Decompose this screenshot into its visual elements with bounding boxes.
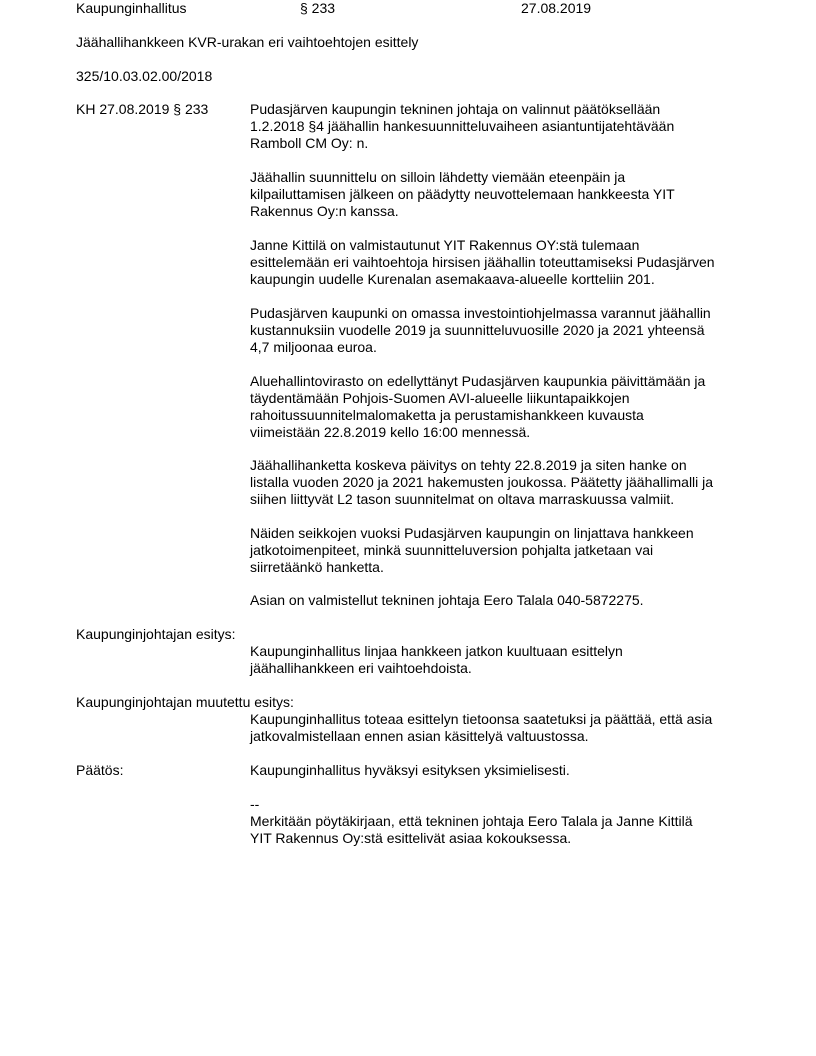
- body-paragraph: Jäähallin suunnittelu on silloin lähdetty viemään eteenpäin ja kilpailuttamisen jälkeen on päädytty neuvottelemaan hankkeesta YIT Rakennus Oy:n kanssa.: [250, 169, 675, 219]
- body-paragraph: Asian on valmistellut tekninen johtaja Eero Talala 040-5872275.: [250, 592, 644, 608]
- proposal-text: Kaupunginhallitus linjaa hankkeen jatkon kuultuaan esittelyn jäähallihankkeen eri vaihtoehdoista.: [250, 643, 623, 676]
- decision-text: Kaupunginhallitus hyväksyi esityksen yksimielisesti.: [250, 762, 570, 778]
- body-paragraph: Pudasjärven kaupunki on omassa investointiohjelmassa varannut jäähallin kustannuksiin vuodelle 2019 ja suunnitteluvuosille 2020 ja 2021 yhteensä 4,7 miljoonaa euroa.: [250, 305, 711, 355]
- amended-proposal-label: Kaupunginjohtajan muutettu esitys:: [76, 694, 294, 710]
- body-paragraph: Näiden seikkojen vuoksi Pudasjärven kaupungin on linjattava hankkeen jatkotoimenpiteet, minkä suunnitteluversion pohjalta jatketaan vai siirretäänkö hanketta.: [250, 525, 694, 575]
- amended-proposal-text: Kaupunginhallitus toteaa esittelyn tietoonsa saatetuksi ja päättää, että asia jatkovalmistellaan ennen asian käsittelyä valtuustossa.: [250, 711, 713, 744]
- record-number: 325/10.03.02.00/2018: [76, 68, 213, 84]
- decision-separator: --: [250, 796, 260, 812]
- decision-label: Päätös:: [76, 762, 124, 778]
- decision-note: Merkitään pöytäkirjaan, että tekninen johtaja Eero Talala ja Janne Kittilä YIT Rakennus Oy:stä esittelivät asiaa kokouksessa.: [250, 813, 693, 846]
- body-paragraph: Aluehallintovirasto on edellyttänyt Pudasjärven kaupunkia päivittämään ja täydentämään Pohjois-Suomen AVI-alueelle liikuntapaikkojen rahoitussuunnitelmalomaketta ja perustamishankkeen kuvausta viimeistään 22.8.2019 kello 16:00 mennessä.: [250, 373, 706, 440]
- meeting-reference: KH 27.08.2019 § 233: [76, 101, 209, 117]
- subject-title: Jäähallihankkeen KVR-urakan eri vaihtoehtojen esittely: [76, 34, 419, 50]
- proposal-label: Kaupunginjohtajan esitys:: [76, 626, 236, 642]
- body-paragraph: Jäähallihanketta koskeva päivitys on tehty 22.8.2019 ja siten hanke on listalla vuoden 2020 ja 2021 hakemusten joukossa. Päätetty jäähallimalli ja siihen liittyvät L2 tason suunnitelmat on oltava marraskuussa valmiit.: [250, 457, 714, 507]
- body-paragraph: Janne Kittilä on valmistautunut YIT Rakennus OY:stä tulemaan esittelemään eri vaihtoehtoja hirsisen jäähallin toteuttamiseksi Pudasjärven kaupungin uudelle Kurenalan asemakaava-alueelle kortteliin 201.: [250, 237, 715, 287]
- header-section-number: § 233: [300, 0, 336, 16]
- body-paragraph: Pudasjärven kaupungin tekninen johtaja on valinnut päätöksellään 1.2.2018 §4 jäähallin hankesuunnitteluvaiheen asiantuntijatehtävään Ramboll CM Oy: n.: [250, 101, 675, 151]
- header-body-name: Kaupunginhallitus: [76, 0, 187, 16]
- header-date: 27.08.2019: [521, 0, 592, 16]
